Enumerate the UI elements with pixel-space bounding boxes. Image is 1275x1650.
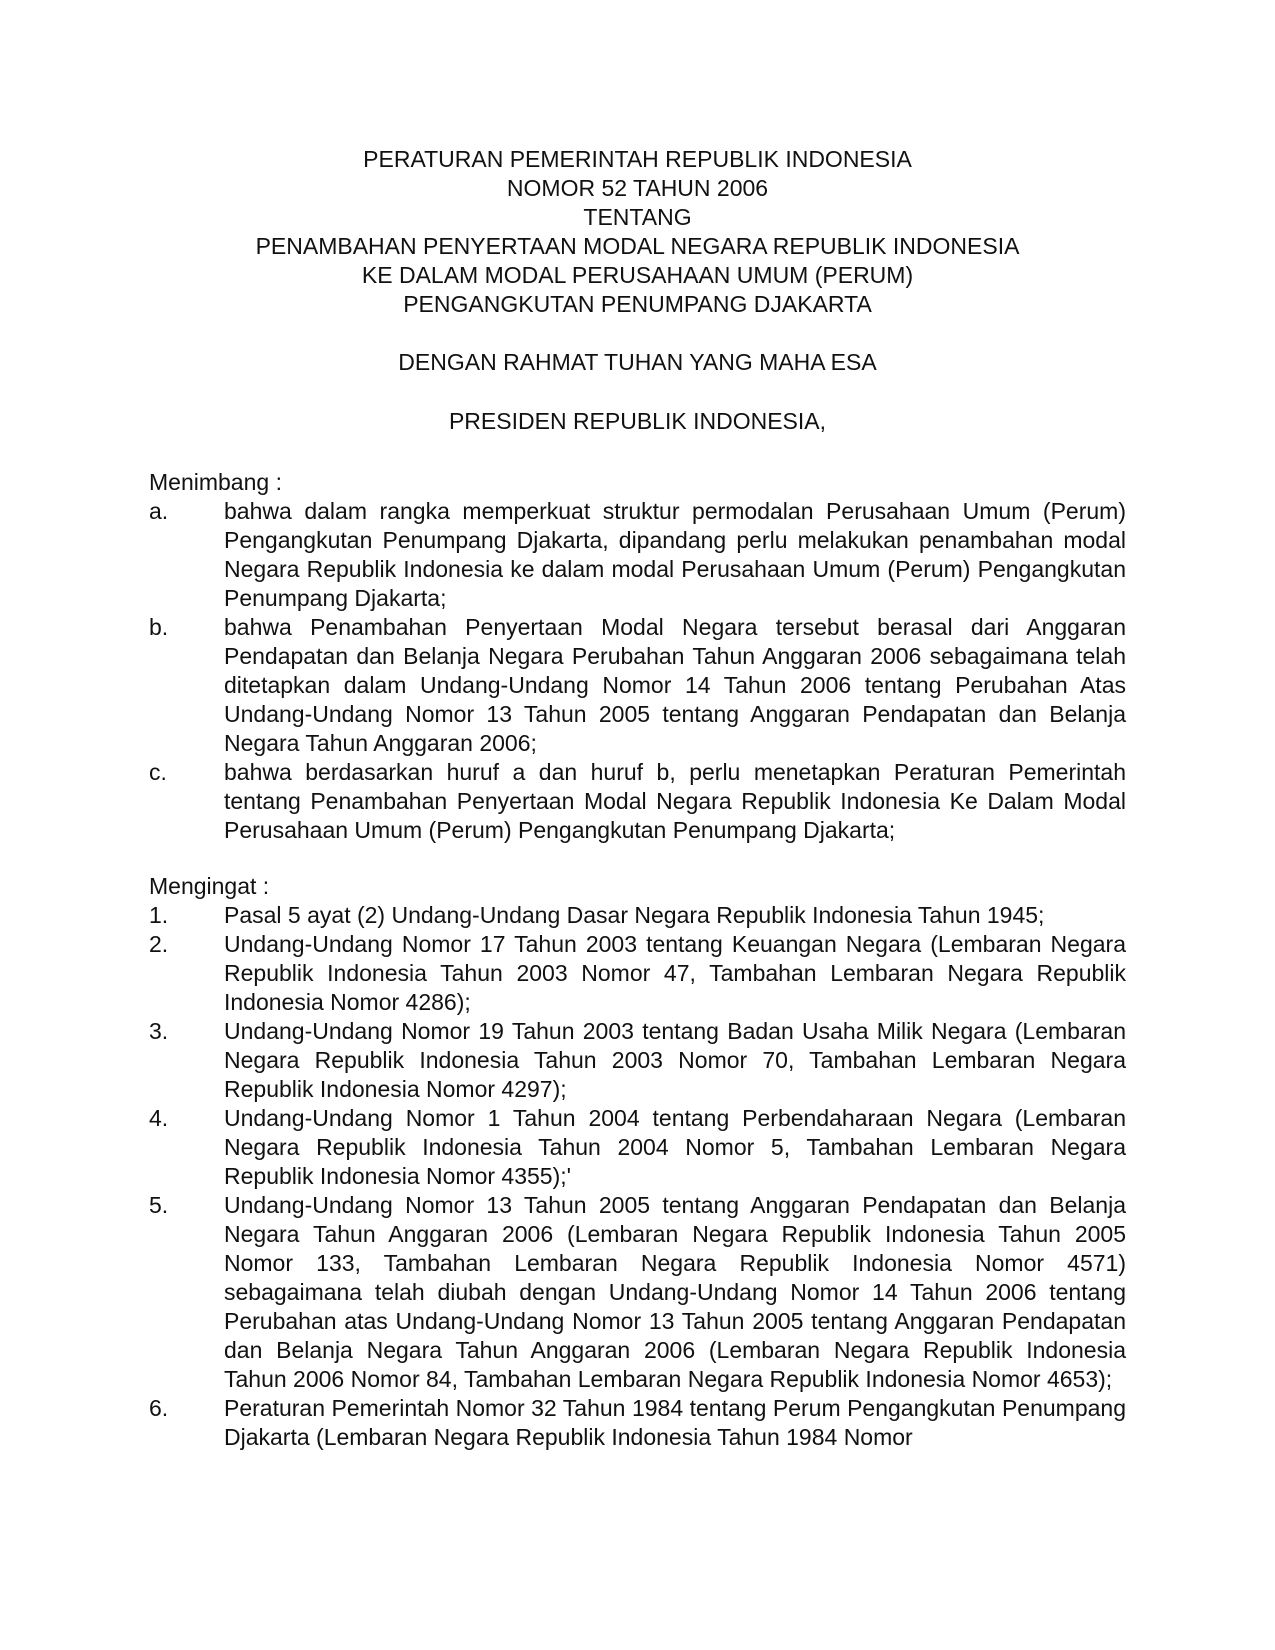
president-line: PRESIDEN REPUBLIK INDONESIA,: [448, 408, 827, 434]
menimbang-item: [149, 497, 1126, 613]
mengingat-title: Mengingat :: [149, 873, 270, 899]
item-marker: 2.: [149, 931, 169, 957]
item-text: bahwa berdasarkan huruf a dan huruf b, perlu menetapkan Peraturan Pemerintah tentang Penambahan Penyertaan Modal Negara Republik Indonesia Ke Dalam Modal Perusahaan Umum (Perum) Pengangkutan Penumpang Djakarta;: [224, 759, 1126, 843]
item-text: Undang-Undang Nomor 1 Tahun 2004 tentang Perbendaharaan Negara (Lembaran Negara Republik Indonesia Tahun 2004 Nomor 5, Tambahan Lembaran Negara Republik Indonesia Nomor 4355);': [224, 1105, 1126, 1189]
item-text: Undang-Undang Nomor 19 Tahun 2003 tentang Badan Usaha Milik Negara (Lembaran Negara Republik Indonesia Tahun 2003 Nomor 70, Tambahan Lembaran Negara Republik Indonesia Nomor 4297);: [224, 1018, 1126, 1102]
menimbang-item: [149, 758, 1126, 845]
item-marker: c.: [149, 759, 167, 785]
item-text: bahwa Penambahan Penyertaan Modal Negara tersebut berasal dari Anggaran Pendapatan dan Belanja Negara Perubahan Tahun Anggaran 2006 sebagaimana telah ditetapkan dalam Undang-Undang Nomor 14 Tahun 2006 tentang Perubahan Atas Undang-Undang Nomor 13 Tahun 2005 tentang Anggaran Pendapatan dan Belanja Negara Tahun Anggaran 2006;: [224, 614, 1126, 756]
item-marker: a.: [149, 498, 169, 524]
header-line-subject-3: PENGANGKUTAN PENUMPANG DJAKARTA: [403, 291, 872, 317]
item-marker: 3.: [149, 1018, 169, 1044]
regulation-header: [150, 145, 1125, 319]
mengingat-section: [149, 872, 1126, 1452]
mengingat-item: [149, 1104, 1126, 1191]
mengingat-item: [149, 1017, 1126, 1104]
menimbang-title: Menimbang :: [149, 469, 282, 495]
menimbang-item: [149, 613, 1126, 758]
item-text: Undang-Undang Nomor 17 Tahun 2003 tentang Keuangan Negara (Lembaran Negara Republik Indonesia Tahun 2003 Nomor 47, Tambahan Lembaran Negara Republik Indonesia Nomor 4286);: [224, 931, 1126, 1015]
item-text: Peraturan Pemerintah Nomor 32 Tahun 1984 tentang Perum Pengangkutan Penumpang Djakarta (Lembaran Negara Republik Indonesia Tahun 1984 Nomor: [224, 1395, 1126, 1450]
header-line-about: TENTANG: [583, 204, 692, 230]
greeting-line: DENGAN RAHMAT TUHAN YANG MAHA ESA: [398, 349, 877, 375]
mengingat-item: [149, 901, 1126, 930]
item-marker: 5.: [149, 1192, 169, 1218]
item-text: bahwa dalam rangka memperkuat struktur permodalan Perusahaan Umum (Perum) Pengangkutan Penumpang Djakarta, dipandang perlu melakukan penambahan modal Negara Republik Indonesia ke dalam modal Perusahaan Umum (Perum) Pengangkutan Penumpang Djakarta;: [224, 498, 1126, 611]
item-marker: 4.: [149, 1105, 169, 1131]
item-text: Undang-Undang Nomor 13 Tahun 2005 tentang Anggaran Pendapatan dan Belanja Negara Tahun Anggaran 2006 (Lembaran Negara Republik Indonesia Tahun 2005 Nomor 133, Tambahan Lembaran Negara Republik Indonesia Nomor 4571) sebagaimana telah diubah dengan Undang-Undang Nomor 14 Tahun 2006 tentang Perubahan atas Undang-Undang Nomor 13 Tahun 2005 tentang Anggaran Pendapatan dan Belanja Negara Tahun Anggaran 2006 (Lembaran Negara Republik Indonesia Tahun 2006 Nomor 84, Tambahan Lembaran Negara Republik Indonesia Nomor 4653);: [224, 1192, 1126, 1392]
mengingat-item: [149, 1394, 1126, 1452]
item-marker: 1.: [149, 902, 169, 928]
mengingat-item: [149, 930, 1126, 1017]
header-line-subject-1: PENAMBAHAN PENYERTAAN MODAL NEGARA REPUBLIK INDONESIA: [255, 233, 1020, 259]
header-line-subject-2: KE DALAM MODAL PERUSAHAAN UMUM (PERUM): [361, 262, 914, 288]
mengingat-item: [149, 1191, 1126, 1394]
item-marker: b.: [149, 614, 169, 640]
item-text: Pasal 5 ayat (2) Undang-Undang Dasar Negara Republik Indonesia Tahun 1945;: [224, 902, 1045, 928]
item-marker: 6.: [149, 1395, 169, 1421]
menimbang-section: [149, 468, 1126, 845]
header-line-title: PERATURAN PEMERINTAH REPUBLIK INDONESIA: [363, 146, 912, 172]
header-line-number: NOMOR 52 TAHUN 2006: [506, 175, 769, 201]
